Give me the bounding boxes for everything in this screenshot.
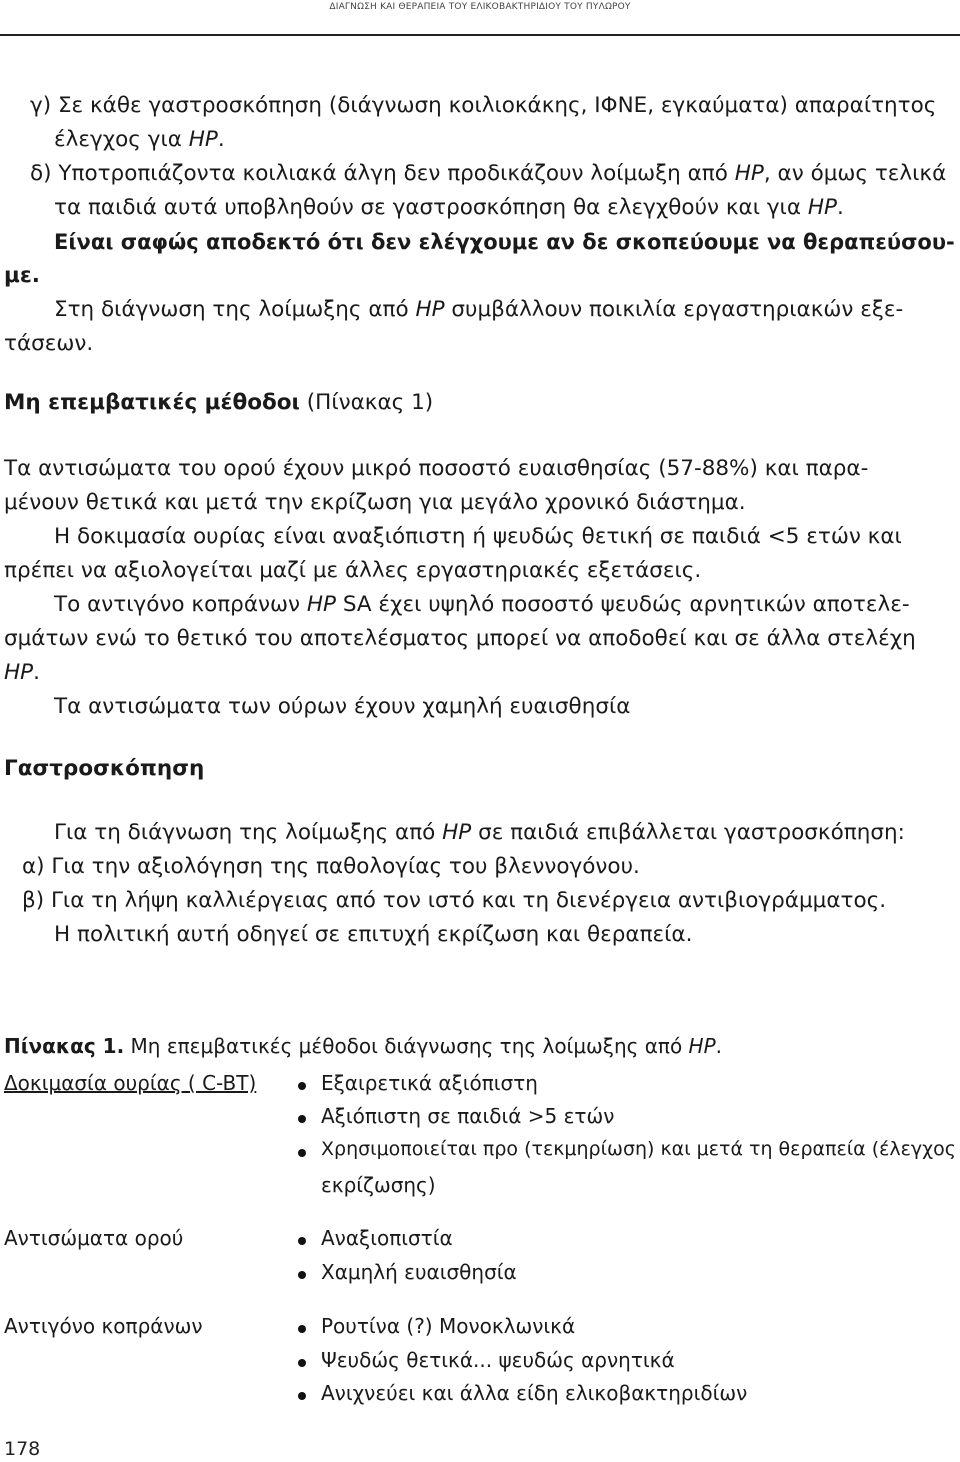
item-g-line-1: γ) Σε κάθε γαστροσκόπηση (διάγνωση κοιλιοκάκης, ΙΦΝΕ, εγκαύματα) απαραίτητος bbox=[30, 93, 937, 118]
section-heading-endoscopy: Γαστροσκόπηση bbox=[4, 756, 205, 781]
table-bullet-text: Εξαιρετικά αξιόπιστη bbox=[321, 1071, 538, 1095]
table-bullet-text: Ψευδώς θετικά... ψευδώς αρνητικά bbox=[321, 1348, 675, 1372]
table-bullet-text: Χαμηλή ευαισθησία bbox=[321, 1260, 517, 1284]
endoscopy-intro: Για τη διάγνωση της λοίμωξης από HP σε παιδιά επιβάλλεται γαστροσκόπηση: bbox=[54, 820, 905, 845]
serum-antibodies-line-1: Τα αντισώματα του ορού έχουν μικρό ποσοστό ευαισθησίας (57-88%) και παρα- bbox=[4, 456, 869, 481]
table-bullet-text: Αναξιοπιστία bbox=[321, 1226, 453, 1250]
urine-antibodies-line: Τα αντισώματα των ούρων έχουν χαμηλή ευαισθησία bbox=[54, 694, 631, 719]
diagnosis-line-1: Στη διάγνωση της λοίμωξης από HP συμβάλλουν ποικιλία εργαστηριακών εξε- bbox=[54, 297, 904, 322]
urea-test-line-1: Η δοκιμασία ουρίας είναι αναξιόπιστη ή ψευδώς θετική σε παιδιά <5 ετών και bbox=[54, 524, 902, 549]
stool-antigen-line-3: HP. bbox=[4, 660, 40, 685]
header-rule bbox=[0, 34, 960, 36]
stool-antigen-line-2: σμάτων ενώ το θετικό του αποτελέσματος μπορεί να αποδοθεί και σε άλλα στελέχη bbox=[4, 626, 916, 651]
stool-antigen-line-1: Το αντιγόνο κοπράνων HP SA έχει υψηλό ποσοστό ψευδώς αρνητικών αποτελε- bbox=[54, 592, 910, 617]
item-g-line-2: έλεγχος για HP. bbox=[54, 127, 225, 152]
bullet-icon bbox=[298, 1115, 306, 1123]
serum-antibodies-line-2: μένουν θετικά και μετά την εκρίζωση για μεγάλο χρονικό διάστημα. bbox=[4, 490, 746, 515]
item-d-line-1: δ) Υποτροπιάζοντα κοιλιακά άλγη δεν προδικάζουν λοίμωξη από HP, αν όμως τελικά bbox=[30, 161, 947, 186]
table-method-serum: Αντισώματα ορού bbox=[4, 1226, 184, 1250]
page-number: 178 bbox=[4, 1438, 41, 1460]
diagnosis-line-2: τάσεων. bbox=[4, 331, 94, 356]
urea-test-line-2: πρέπει να αξιολογείται μαζί με άλλες εργαστηριακές εξετάσεις. bbox=[4, 558, 702, 583]
endoscopy-item-a: α) Για την αξιολόγηση της παθολογίας του βλεννογόνου. bbox=[22, 854, 640, 879]
bullet-icon bbox=[298, 1271, 306, 1279]
running-header: ΔΙΑΓΝΩΣΗ ΚΑΙ ΘΕΡΑΠΕΙΑ ΤΟΥ ΕΛΙΚΟΒΑΚΤΗΡΙΔΙΟΥ ΤΟΥ ΠΥΛΩΡΟΥ bbox=[329, 2, 631, 12]
table-method-stool: Αντιγόνο κοπράνων bbox=[4, 1314, 203, 1338]
endoscopy-policy: Η πολιτική αυτή οδηγεί σε επιτυχή εκρίζωση και θεραπεία. bbox=[54, 922, 693, 947]
table-bullet-text: Ανιχνεύει και άλλα είδη ελικοβακτηριδίων bbox=[321, 1381, 748, 1405]
table-bullet-text-continued: εκρίζωσης) bbox=[321, 1173, 436, 1197]
table-caption: Πίνακας 1. Μη επεμβατικές μέθοδοι διάγνωσης της λοίμωξης από HP. bbox=[4, 1034, 723, 1058]
emphasis-line-2: με. bbox=[4, 263, 40, 288]
bullet-icon bbox=[298, 1149, 306, 1157]
bullet-icon bbox=[298, 1392, 306, 1400]
table-bullet-text: Χρησιμοποιείται προ (τεκμηρίωση) και μετά τη θεραπεία (έλεγχος bbox=[321, 1138, 956, 1160]
item-d-line-2: τα παιδιά αυτά υποβληθούν σε γαστροσκόπηση θα ελεγχθούν και για HP. bbox=[54, 195, 844, 220]
endoscopy-item-b: β) Για τη λήψη καλλιέργειας από τον ιστό και τη διενέργεια αντιβιογράμματος. bbox=[22, 888, 887, 913]
table-bullet-text: Ρουτίνα (?) Μονοκλωνικά bbox=[321, 1314, 576, 1338]
section-heading-noninvasive: Μη επεμβατικές μέθοδοι (Πίνακας 1) bbox=[4, 390, 434, 415]
bullet-icon bbox=[298, 1325, 306, 1333]
bullet-icon bbox=[298, 1237, 306, 1245]
bullet-icon bbox=[298, 1082, 306, 1090]
table-method-urea: Δοκιμασία ουρίας ( C-BT) bbox=[4, 1071, 257, 1095]
bullet-icon bbox=[298, 1359, 306, 1367]
emphasis-line-1: Είναι σαφώς αποδεκτό ότι δεν ελέγχουμε αν δε σκοπεύουμε να θεραπεύσου- bbox=[54, 230, 955, 254]
table-bullet-text: Αξιόπιστη σε παιδιά >5 ετών bbox=[321, 1104, 615, 1128]
